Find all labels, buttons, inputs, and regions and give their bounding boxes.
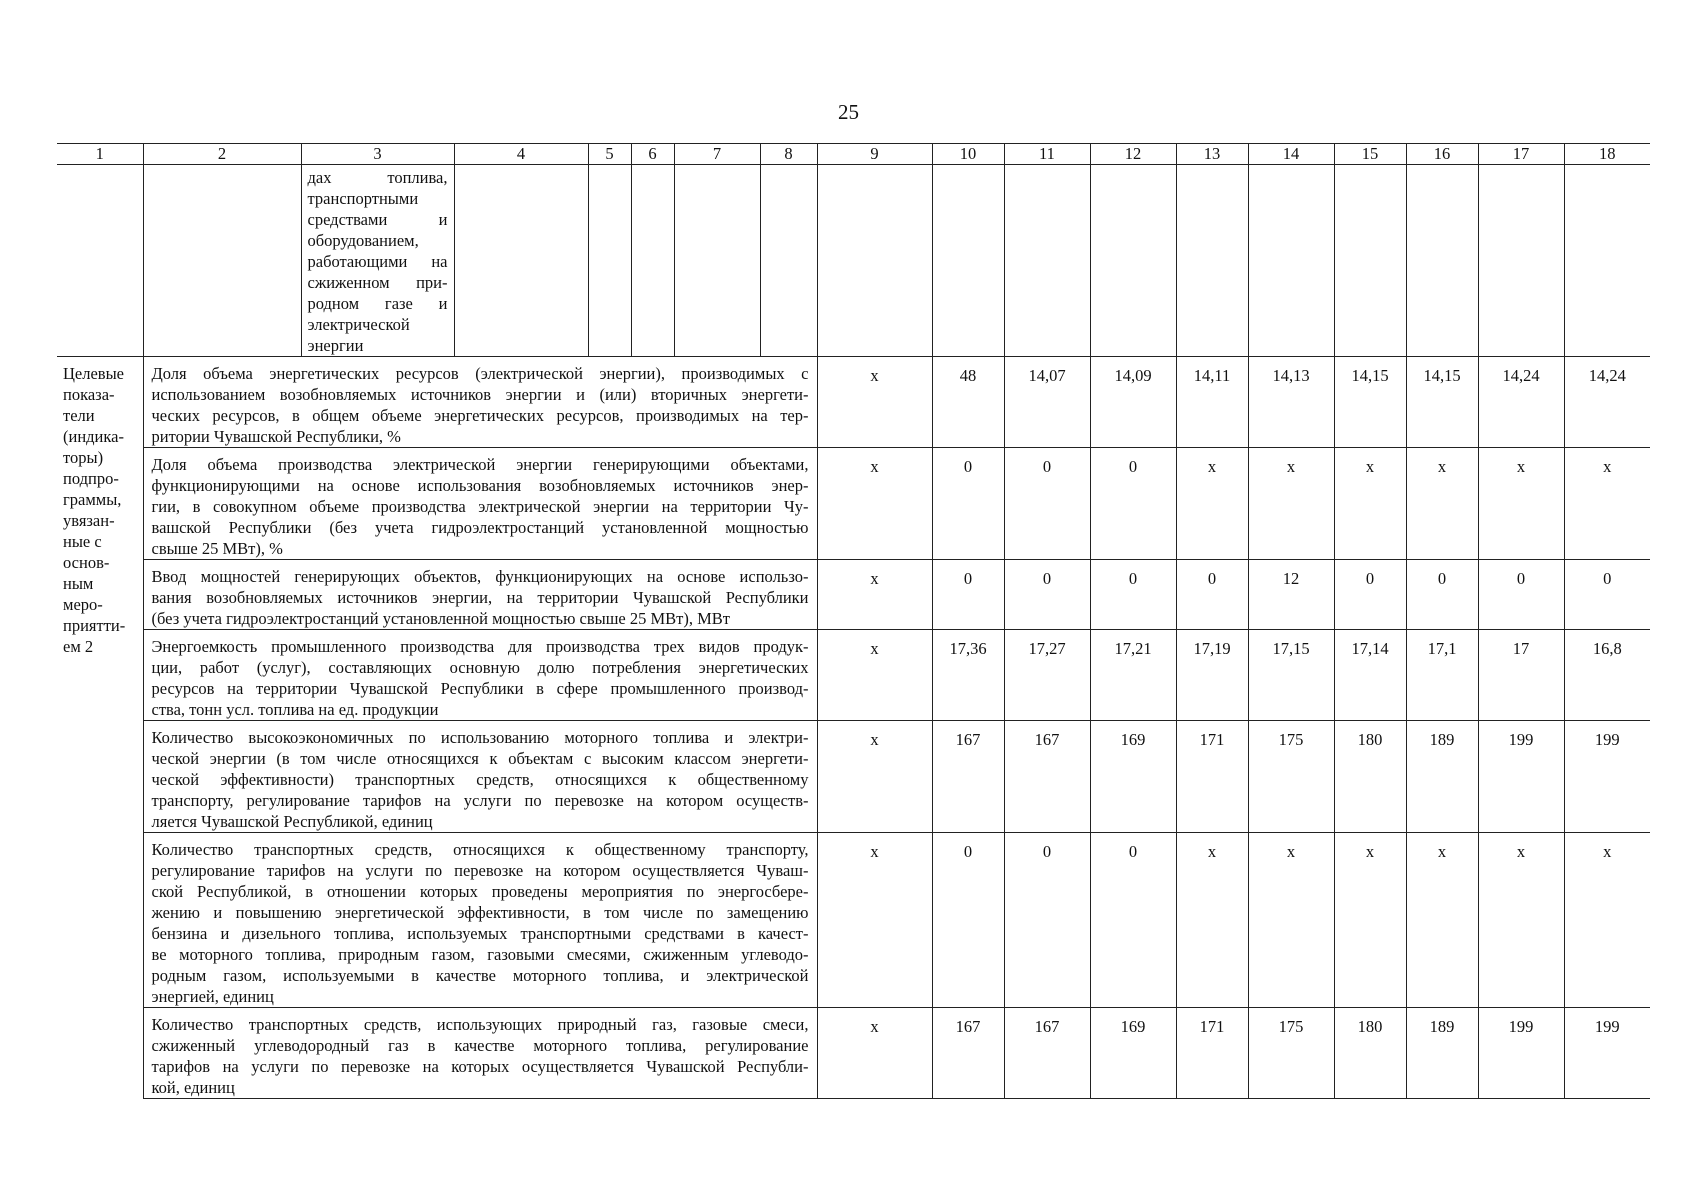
column-number-header: 12 (1090, 144, 1176, 165)
indicator-value: 0 (1090, 560, 1176, 630)
indicator-value: х (1176, 833, 1248, 1008)
column-number-header: 15 (1334, 144, 1406, 165)
indicators-table (57, 143, 1650, 1099)
text-line: регулирование тарифов на услуги по перевозке на котором осуществляется Чуваш- (151, 861, 809, 880)
empty-cell (1090, 165, 1176, 357)
empty-cell (1248, 165, 1334, 357)
empty-cell (817, 165, 932, 357)
text-line: (индика- (63, 427, 124, 446)
indicator-value: 14,13 (1248, 357, 1334, 448)
text-line: бензина и дизельного топлива, используемых транспортными средствами в качест- (151, 924, 809, 943)
text-line: Количество транспортных средств, относящихся к общественному транспорту, (151, 840, 809, 859)
indicator-value: 14,24 (1478, 357, 1564, 448)
text-line: увязан- (63, 511, 115, 530)
indicator-value: 14,15 (1334, 357, 1406, 448)
indicator-value: 167 (932, 1008, 1004, 1099)
empty-cell (1004, 165, 1090, 357)
text-line: ве моторного топлива, природным газом, газовыми смесями, сжиженным углеводо- (151, 945, 809, 964)
column-number-header: 5 (588, 144, 631, 165)
text-line: Доля объема производства электрической энергии генерирующими объектами, (151, 455, 809, 474)
indicator-value: 171 (1176, 1008, 1248, 1099)
column-number-header: 11 (1004, 144, 1090, 165)
indicator-description (143, 560, 817, 630)
empty-cell (932, 165, 1004, 357)
indicator-value: 0 (1090, 833, 1176, 1008)
text-line: ритории Чувашской Республики, % (151, 427, 401, 446)
indicator-value: х (817, 357, 932, 448)
text-line: ресурсов на территории Чувашской Республики в сфере промышленного производ- (151, 679, 809, 698)
indicator-value: 0 (932, 448, 1004, 560)
text-line: средствами и (307, 210, 448, 229)
indicator-value: 199 (1564, 721, 1650, 833)
text-line: ческой энергии (в том числе относящихся к объектам с высоким классом энергети- (151, 749, 809, 768)
indicator-value: 17,14 (1334, 630, 1406, 721)
indicator-value: 0 (1478, 560, 1564, 630)
indicator-value: х (1406, 448, 1478, 560)
text-line: кой, единиц (151, 1078, 235, 1097)
indicator-description (143, 721, 817, 833)
indicator-value: х (1478, 448, 1564, 560)
text-line: дах топлива, (307, 168, 448, 187)
indicator-value: 180 (1334, 721, 1406, 833)
indicator-value: х (817, 560, 932, 630)
column-number-row (57, 144, 1650, 165)
indicator-value: 0 (1004, 560, 1090, 630)
indicator-row (57, 560, 1650, 630)
indicator-value: 16,8 (1564, 630, 1650, 721)
column-number-header: 3 (301, 144, 454, 165)
text-line: электрической (307, 315, 410, 334)
indicator-value: х (1176, 448, 1248, 560)
indicator-value: 167 (1004, 1008, 1090, 1099)
indicator-value: 0 (1004, 448, 1090, 560)
indicator-row (57, 448, 1650, 560)
indicator-value: 12 (1248, 560, 1334, 630)
indicator-value: 14,24 (1564, 357, 1650, 448)
text-line: сжиженный углеводородный газ в качестве моторного топлива, регулирование (151, 1036, 809, 1055)
text-line: использованием возобновляемых источников энергии и (или) вторичных энергети- (151, 385, 809, 404)
indicator-value: 17,36 (932, 630, 1004, 721)
indicator-value: 0 (932, 833, 1004, 1008)
text-line: вашской Республики (без учета гидроэлектростанций установленной мощностью (151, 518, 809, 537)
indicator-value: 14,11 (1176, 357, 1248, 448)
continuation-row (57, 165, 1650, 357)
text-line: родном газе и (307, 294, 448, 313)
indicator-value: х (1248, 833, 1334, 1008)
indicator-description (143, 1008, 817, 1099)
indicator-value: х (1564, 833, 1650, 1008)
text-line: меро- (63, 595, 103, 614)
column-number-header: 16 (1406, 144, 1478, 165)
text-line: Энергоемкость промышленного производства для производства трех видов продук- (151, 637, 809, 656)
column-number-header: 4 (454, 144, 588, 165)
indicator-value: 14,07 (1004, 357, 1090, 448)
empty-cell (1176, 165, 1248, 357)
indicator-value: 189 (1406, 1008, 1478, 1099)
text-line: жению и повышению энергетической эффективности, в том числе по замещению (151, 903, 809, 922)
indicator-value: 167 (1004, 721, 1090, 833)
empty-cell (1406, 165, 1478, 357)
indicator-value: 189 (1406, 721, 1478, 833)
text-line: тарифов на услуги по перевозке на которых осуществляется Чувашской Республи- (151, 1057, 809, 1076)
column-number-header: 2 (143, 144, 301, 165)
column-number-header: 8 (760, 144, 817, 165)
text-line: тели (63, 406, 95, 425)
text-line: ской Республикой, в отношении которых проведены мероприятия по энергосбере- (151, 882, 809, 901)
column-number-header: 9 (817, 144, 932, 165)
indicator-value: 0 (1406, 560, 1478, 630)
indicator-value: 169 (1090, 1008, 1176, 1099)
indicator-value: х (1406, 833, 1478, 1008)
empty-cell (454, 165, 588, 357)
indicator-row (57, 630, 1650, 721)
text-line: Ввод мощностей генерирующих объектов, функционирующих на основе использо- (151, 567, 809, 586)
indicator-row (57, 833, 1650, 1008)
indicator-value: х (817, 833, 932, 1008)
continuation-cell (301, 165, 454, 357)
indicator-value: 14,09 (1090, 357, 1176, 448)
indicator-value: 17,21 (1090, 630, 1176, 721)
indicator-value: 199 (1564, 1008, 1650, 1099)
indicator-value: 48 (932, 357, 1004, 448)
text-line: энергией, единиц (151, 987, 274, 1006)
text-line: ции, работ (услуг), составляющих основную долю потребления энергетических (151, 658, 809, 677)
page-number: 25 (838, 100, 859, 124)
indicator-description (143, 630, 817, 721)
indicator-value: х (817, 630, 932, 721)
indicator-description (143, 833, 817, 1008)
column-number-header: 1 (57, 144, 143, 165)
indicator-value: 180 (1334, 1008, 1406, 1099)
column-number-header: 18 (1564, 144, 1650, 165)
indicator-value: 175 (1248, 1008, 1334, 1099)
empty-cell (1478, 165, 1564, 357)
text-line: ства, тонн усл. топлива на ед. продукции (151, 700, 439, 719)
text-line: вания возобновляемых источников энергии, на территории Чувашской Республики (151, 588, 809, 607)
text-line: ем 2 (63, 637, 94, 656)
text-line: транспортными (307, 189, 419, 208)
text-line: энергии (307, 336, 364, 355)
text-line: свыше 25 МВт), % (151, 539, 283, 558)
text-line: функционирующими на основе использования возобновляемых источников энер- (151, 476, 809, 495)
text-line: ческой эффективности) транспортных средств, относящихся к общественному (151, 770, 809, 789)
group-label (57, 357, 143, 1099)
empty-cell (760, 165, 817, 357)
empty-cell (1334, 165, 1406, 357)
indicator-value: 17,1 (1406, 630, 1478, 721)
text-line: оборудованием, (307, 231, 419, 250)
indicator-value: х (1248, 448, 1334, 560)
text-line: ным (63, 574, 94, 593)
text-line: основ- (63, 553, 110, 572)
indicator-value: 0 (1004, 833, 1090, 1008)
text-line: Количество высокоэкономичных по использованию моторного топлива и электри- (151, 728, 809, 747)
empty-cell (1564, 165, 1650, 357)
indicator-value: 169 (1090, 721, 1176, 833)
text-line: торы) (63, 448, 104, 467)
text-line: сжиженном при- (307, 273, 448, 292)
indicator-value: 199 (1478, 1008, 1564, 1099)
text-line: транспорту, регулирование тарифов на услуги по перевозке на котором осуществ- (151, 791, 809, 810)
indicator-value: х (817, 721, 932, 833)
text-line: (без учета гидроэлектростанций установленной мощностью свыше 25 МВт), МВт (151, 609, 731, 628)
text-line: граммы, (63, 490, 122, 509)
column-number-header: 13 (1176, 144, 1248, 165)
empty-cell (631, 165, 674, 357)
column-number-header: 7 (674, 144, 760, 165)
column-number-header: 6 (631, 144, 674, 165)
text-line: показа- (63, 385, 115, 404)
indicator-value: 175 (1248, 721, 1334, 833)
text-line: родным газом, используемыми в качестве моторного топлива, и электрической (151, 966, 809, 985)
indicator-value: 0 (1176, 560, 1248, 630)
text-line: подпро- (63, 469, 119, 488)
indicator-value: 17,27 (1004, 630, 1090, 721)
text-line: Целевые (63, 364, 124, 383)
indicator-value: 171 (1176, 721, 1248, 833)
indicator-value: 17 (1478, 630, 1564, 721)
text-line: Количество транспортных средств, использующих природный газ, газовые смеси, (151, 1015, 809, 1034)
indicator-value: х (1334, 448, 1406, 560)
text-line: ные с (63, 532, 102, 551)
column-number-header: 17 (1478, 144, 1564, 165)
column-number-header: 10 (932, 144, 1004, 165)
indicator-description (143, 357, 817, 448)
empty-cell (57, 165, 143, 357)
indicator-value: х (1334, 833, 1406, 1008)
indicator-value: 0 (1334, 560, 1406, 630)
indicator-value: 14,15 (1406, 357, 1478, 448)
indicator-value: х (817, 1008, 932, 1099)
empty-cell (674, 165, 760, 357)
indicator-value: х (1478, 833, 1564, 1008)
indicator-description (143, 448, 817, 560)
indicator-row (57, 1008, 1650, 1099)
text-line: приятти- (63, 616, 126, 635)
indicator-value: 0 (1090, 448, 1176, 560)
indicator-value: х (1564, 448, 1650, 560)
indicator-value: х (817, 448, 932, 560)
empty-cell (143, 165, 301, 357)
indicator-value: 199 (1478, 721, 1564, 833)
indicator-value: 0 (1564, 560, 1650, 630)
text-line: ляется Чувашской Республикой, единиц (151, 812, 433, 831)
column-number-header: 14 (1248, 144, 1334, 165)
empty-cell (588, 165, 631, 357)
indicator-value: 0 (932, 560, 1004, 630)
indicator-row (57, 357, 1650, 448)
indicator-value: 167 (932, 721, 1004, 833)
text-line: работающими на (307, 252, 448, 271)
indicator-value: 17,15 (1248, 630, 1334, 721)
text-line: Доля объема энергетических ресурсов (электрической энергии), производимых с (151, 364, 809, 383)
text-line: ческих ресурсов, в общем объеме энергетических ресурсов, производимых на тер- (151, 406, 809, 425)
text-line: гии, в совокупном объеме производства электрической энергии на территории Чу- (151, 497, 809, 516)
indicator-value: 17,19 (1176, 630, 1248, 721)
indicator-row (57, 721, 1650, 833)
